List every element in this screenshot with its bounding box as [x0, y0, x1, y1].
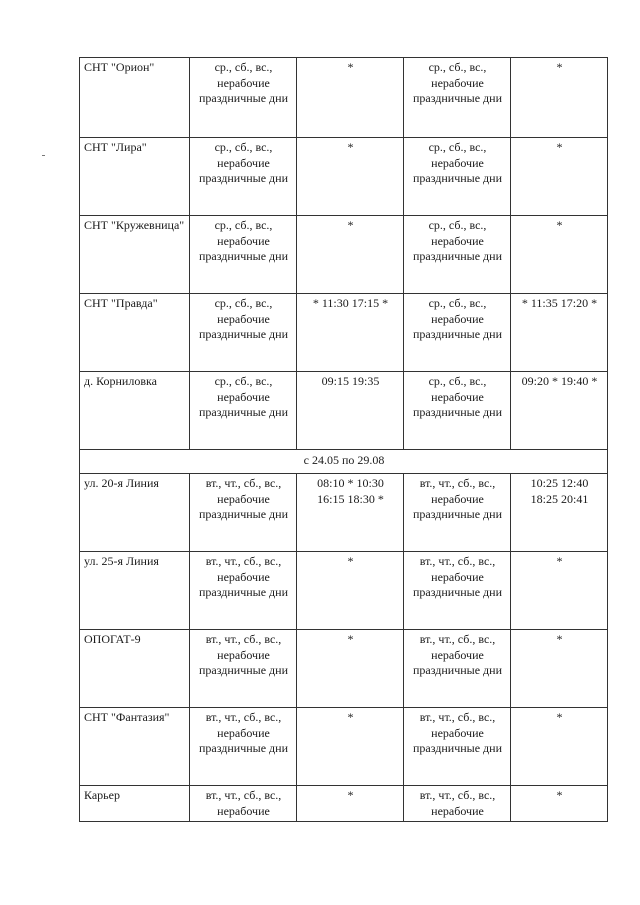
stop-name-cell: ОПОГАТ-9	[80, 630, 190, 708]
date-range-label: с 24.05 по 29.08	[80, 450, 608, 474]
operating-days-cell: вт., чт., сб., вс., нерабочие праздничные дни	[404, 630, 511, 708]
operating-days-cell: ср., сб., вс., нерабочие праздничные дни	[404, 138, 511, 216]
time-line: * 11:35 17:20 *	[521, 296, 598, 310]
time-line: 09:20 * 19:40 *	[521, 374, 598, 388]
operating-days-cell: вт., чт., сб., вс., нерабочие праздничные дни	[190, 474, 297, 552]
departure-times-cell	[297, 58, 404, 138]
time-line: *	[556, 140, 563, 154]
time-line: 09:15 19:35	[321, 374, 380, 388]
table-row	[80, 474, 608, 552]
schedule-body	[80, 58, 608, 822]
time-line: 10:25 12:40	[530, 476, 589, 490]
departure-times-cell	[511, 552, 608, 630]
time-line: *	[556, 632, 563, 646]
table-row	[80, 708, 608, 786]
time-line: 18:25 20:41	[530, 491, 589, 506]
stop-name-cell: СНТ "Фантазия"	[80, 708, 190, 786]
operating-days-cell: ср., сб., вс., нерабочие праздничные дни	[190, 138, 297, 216]
operating-days-cell: ср., сб., вс., нерабочие праздничные дни	[404, 216, 511, 294]
time-line: * 11:30 17:15 *	[312, 296, 389, 310]
time-line: *	[347, 218, 354, 232]
time-line: *	[556, 788, 563, 802]
time-line: *	[556, 218, 563, 232]
time-line: 08:10 * 10:30	[317, 476, 384, 490]
stop-name-cell: СНТ "Лира"	[80, 138, 190, 216]
operating-days-cell: ср., сб., вс., нерабочие праздничные дни	[404, 58, 511, 138]
bus-schedule-table	[79, 57, 608, 822]
departure-times-cell	[297, 552, 404, 630]
departure-times-cell	[297, 474, 404, 552]
operating-days-cell: вт., чт., сб., вс., нерабочие праздничные дни	[190, 630, 297, 708]
operating-days-cell: ср., сб., вс., нерабочие праздничные дни	[190, 372, 297, 450]
operating-days-cell: ср., сб., вс., нерабочие праздничные дни	[190, 294, 297, 372]
stop-name-cell: СНТ "Орион"	[80, 58, 190, 138]
time-line: *	[347, 632, 354, 646]
time-line: *	[347, 140, 354, 154]
departure-times-cell	[297, 786, 404, 822]
stop-name-cell: ул. 20-я Линия	[80, 474, 190, 552]
time-line: *	[347, 60, 354, 74]
operating-days-cell: вт., чт., сб., вс., нерабочие праздничные дни	[404, 708, 511, 786]
time-line: *	[556, 710, 563, 724]
table-row	[80, 58, 608, 138]
operating-days-cell: ср., сб., вс., нерабочие праздничные дни	[404, 372, 511, 450]
departure-times-cell	[297, 216, 404, 294]
stop-name-cell: СНТ "Правда"	[80, 294, 190, 372]
operating-days-cell: ср., сб., вс., нерабочие праздничные дни	[190, 58, 297, 138]
stop-name-cell: СНТ "Кружевница"	[80, 216, 190, 294]
departure-times-cell	[511, 58, 608, 138]
time-line: *	[556, 554, 563, 568]
table-row	[80, 216, 608, 294]
departure-times-cell	[511, 294, 608, 372]
table-row	[80, 372, 608, 450]
section-row	[80, 450, 608, 474]
departure-times-cell	[511, 708, 608, 786]
departure-times-cell	[297, 372, 404, 450]
time-line: 16:15 18:30 *	[317, 491, 384, 506]
operating-days-cell: ср., сб., вс., нерабочие праздничные дни	[190, 216, 297, 294]
time-line: *	[347, 554, 354, 568]
operating-days-cell: вт., чт., сб., вс., нерабочие праздничные дни	[190, 708, 297, 786]
table-row	[80, 630, 608, 708]
departure-times-cell	[297, 138, 404, 216]
departure-times-cell	[511, 786, 608, 822]
operating-days-cell: ср., сб., вс., нерабочие праздничные дни	[404, 294, 511, 372]
operating-days-cell: вт., чт., сб., вс., нерабочие	[190, 786, 297, 822]
time-line: *	[347, 710, 354, 724]
scan-speck	[42, 155, 45, 156]
departure-times-cell	[511, 138, 608, 216]
departure-times-cell	[297, 708, 404, 786]
departure-times-cell	[511, 630, 608, 708]
stop-name-cell: Карьер	[80, 786, 190, 822]
stop-name-cell: д. Корниловка	[80, 372, 190, 450]
operating-days-cell: вт., чт., сб., вс., нерабочие праздничные дни	[404, 474, 511, 552]
departure-times-cell	[511, 372, 608, 450]
departure-times-cell	[297, 294, 404, 372]
table-row	[80, 786, 608, 822]
table-row	[80, 294, 608, 372]
table-row	[80, 552, 608, 630]
table-row	[80, 138, 608, 216]
departure-times-cell	[511, 474, 608, 552]
time-line: *	[556, 60, 563, 74]
departure-times-cell	[511, 216, 608, 294]
stop-name-cell: ул. 25-я Линия	[80, 552, 190, 630]
departure-times-cell	[297, 630, 404, 708]
operating-days-cell: вт., чт., сб., вс., нерабочие праздничные дни	[190, 552, 297, 630]
time-line: *	[347, 788, 354, 802]
operating-days-cell: вт., чт., сб., вс., нерабочие	[404, 786, 511, 822]
operating-days-cell: вт., чт., сб., вс., нерабочие праздничные дни	[404, 552, 511, 630]
